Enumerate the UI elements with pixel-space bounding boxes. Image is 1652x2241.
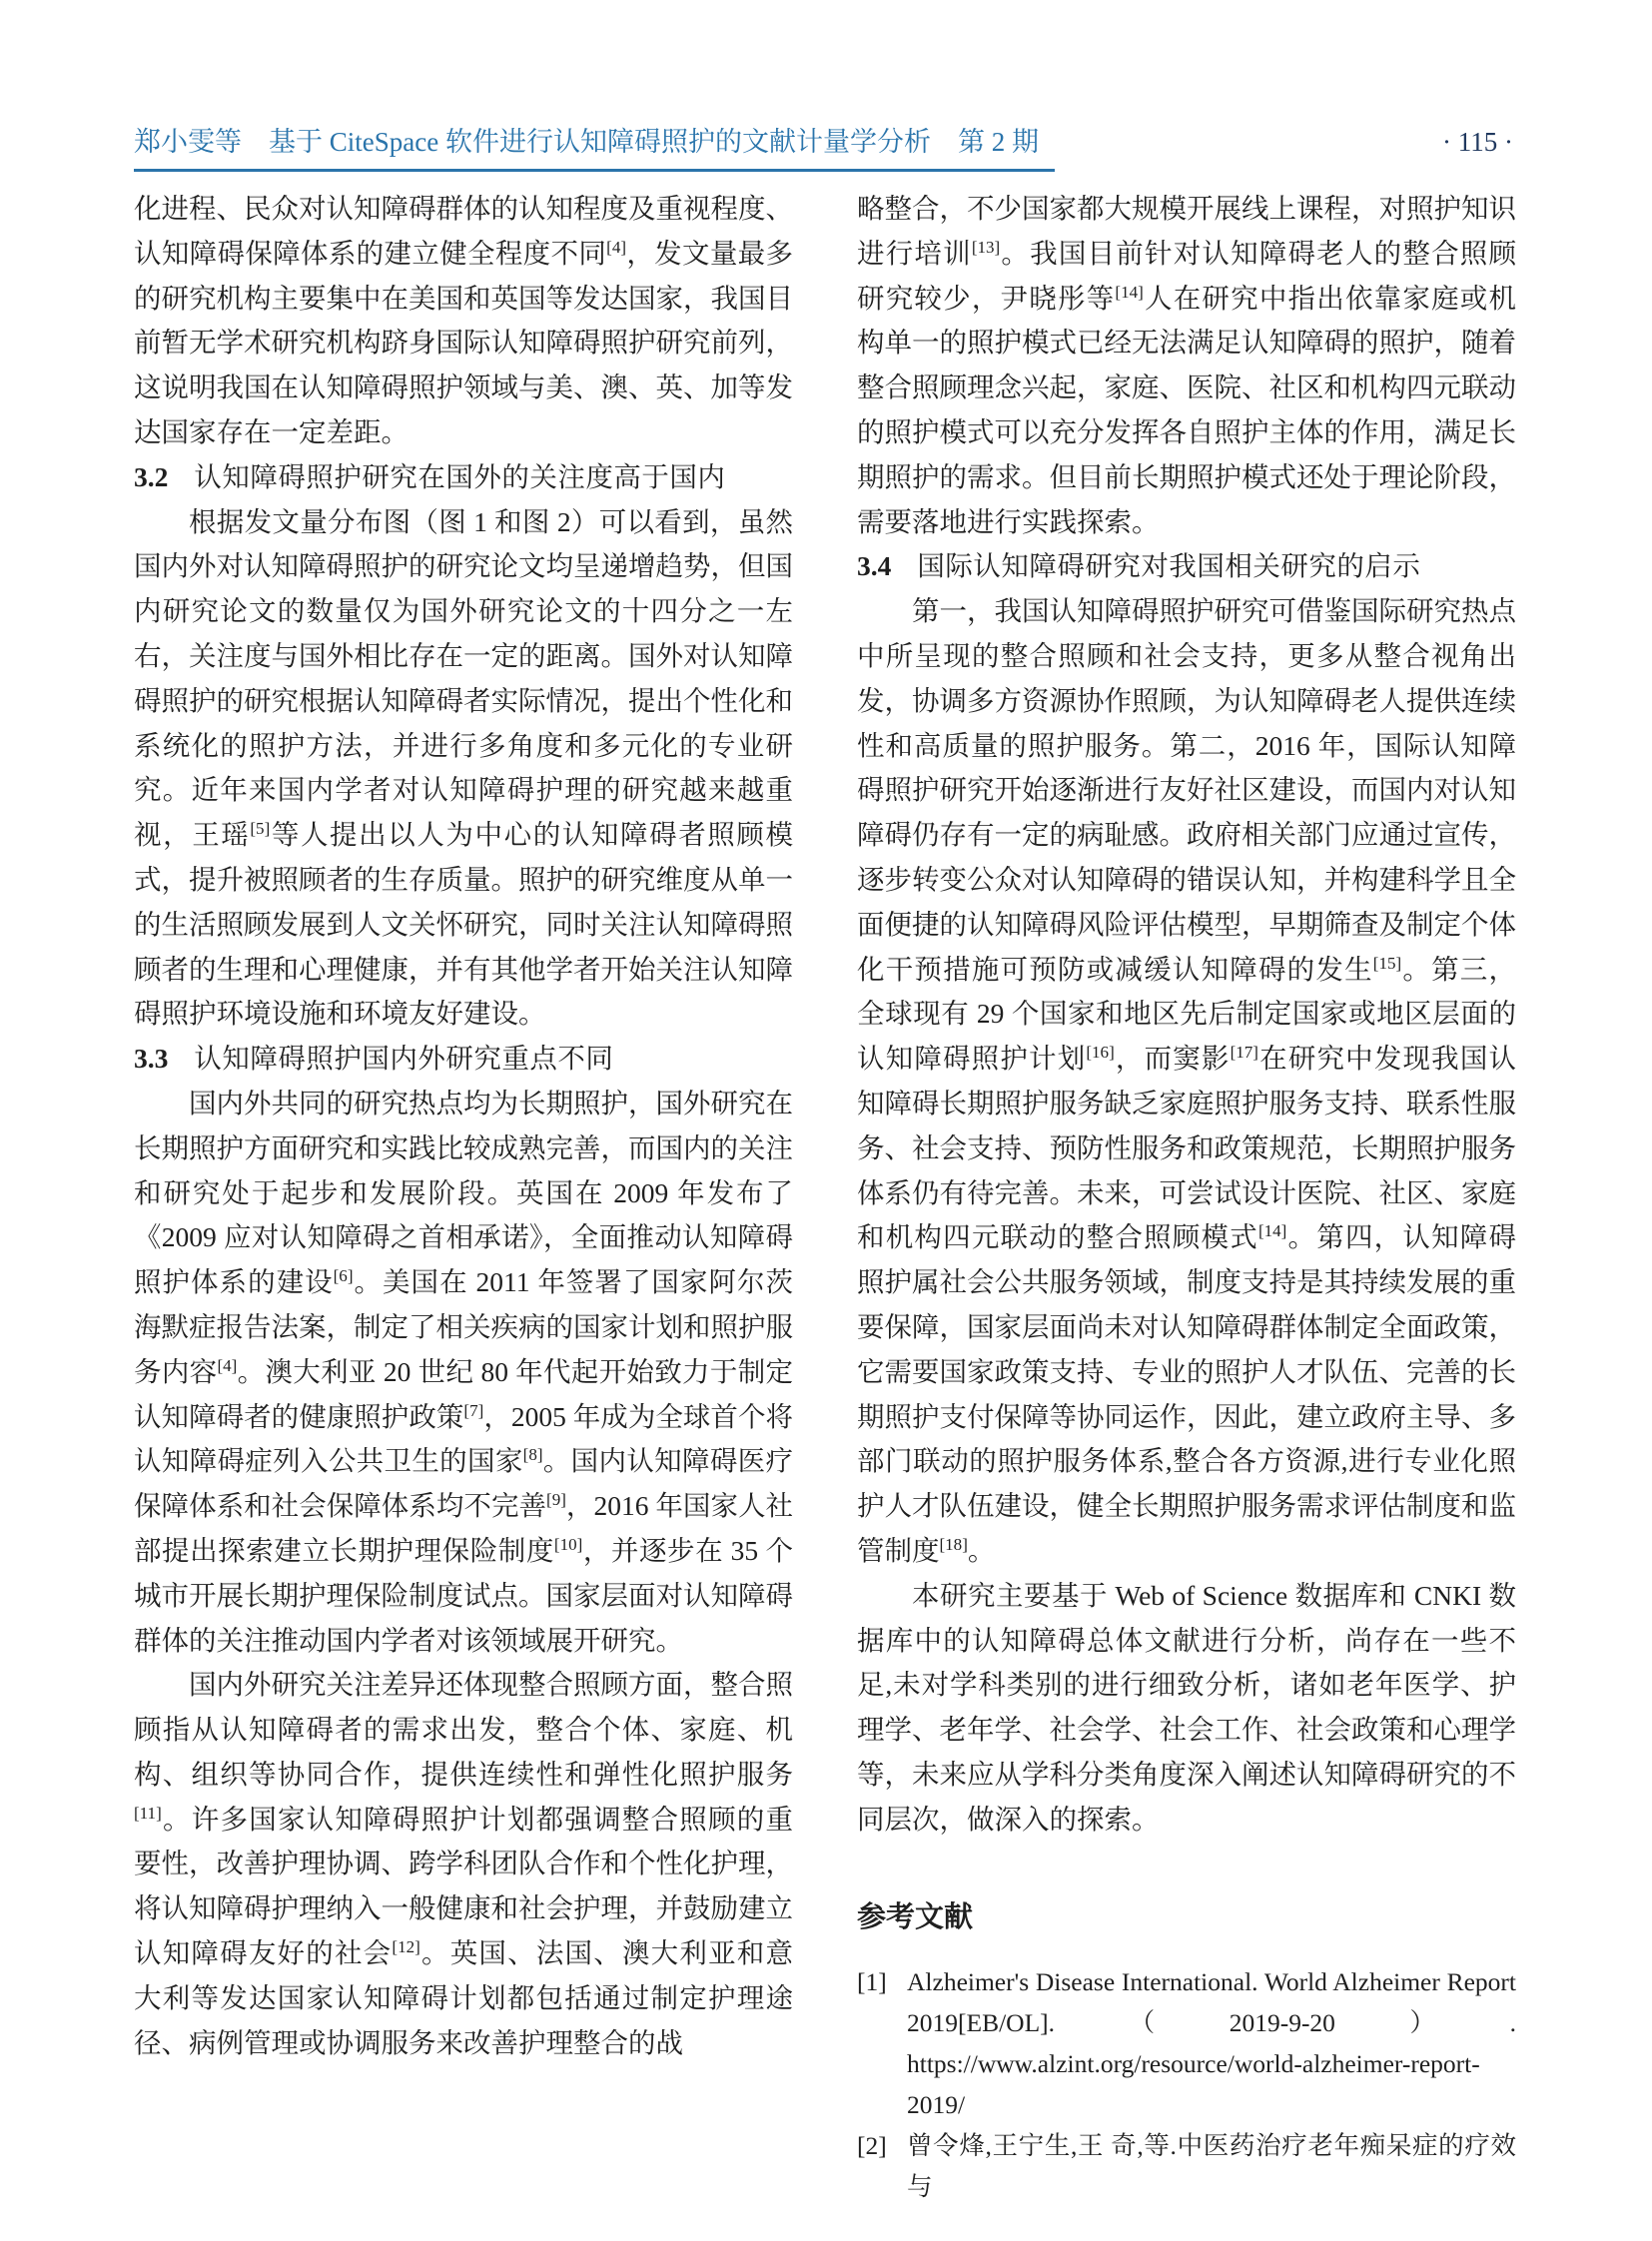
section-title: 认知障碍照护研究在国外的关注度高于国内 xyxy=(194,460,726,492)
running-header-title: 郑小雯等 基于 CiteSpace 软件进行认知障碍照护的文献计量学分析 第 2 期 xyxy=(134,126,1055,172)
paragraph: 第一，我国认知障碍照护研究可借鉴国际研究热点中所呈现的整合照顾和社会支持，更多从整合视角出发，协调多方资源协作照顾，为认知障碍老人提供连续性和高质量的照护服务。第二，2016 年，国际认知障碍照护研究开始逐渐进行友好社区建设，而国内对认知障碍仍存有一定的病耻感。政府相关部门应通过宣传，逐步转变公众对认知障碍的错误认知，并构建科学且全面便捷的认知障碍风险评估模型，早期筛查及制定个体化干预措施可预防或减缓认知障碍的发生[15]。第三，全球现有 29 个国家和地区先后制定国家或地区层面的认知障碍照护计划[16]，而窦影[17]在研究中发现我国认知障碍长期照护服务缺乏家庭照护服务支持、联系性服务、社会支持、预防性服务和政策规范，长期照护服务体系仍有待完善。未来，可尝试设计医院、社区、家庭和机构四元联动的整合照顾模式[14]。第四，认知障碍照护属社会公共服务领域，制度支持是其持续发展的重要保障，国家层面尚未对认知障碍群体制定全面政策，它需要国家政策支持、专业的照护人才队伍、完善的长期照护支付保障等协同运作，因此，建立政府主导、多部门联动的照护服务体系,整合各方资源,进行专业化照护人才队伍建设，健全长期照护服务需求评估制度和监管制度[18]。 xyxy=(857,595,1517,1566)
left-column xyxy=(134,187,793,2065)
section-heading-3-3 xyxy=(134,1037,793,1082)
section-title: 国际认知障碍研究对我国相关研究的启示 xyxy=(917,550,1421,582)
section-number: 3.2 xyxy=(134,460,169,492)
right-column xyxy=(857,187,1516,2207)
paragraph: 略整合，不少国家都大规模开展线上课程，对照护知识进行培训[13]。我国目前针对认知障碍老人的整合照顾研究较少，尹晓彤等[14]人在研究中指出依靠家庭或机构单一的照护模式已经无法满足认知障碍的照护，随着整合照顾理念兴起，家庭、医院、社区和机构四元联动的照护模式可以充分发挥各自照护主体的作用，满足长期照护的需求。但目前长期照护模式还处于理论阶段，需要落地进行实践探索。 xyxy=(857,193,1517,537)
running-header xyxy=(134,126,1513,172)
paragraph: 本研究主要基于 Web of Science 数据库和 CNKI 数据库中的认知障碍总体文献进行分析，尚存在一些不足,未对学科类别的进行细致分析，诸如老年医学、护理学、老年学、社会学、社会工作、社会政策和心理学等，未来应从学科分类角度深入阐述认知障碍研究的不同层次，做深入的探索。 xyxy=(857,1579,1516,1835)
paragraph: 化进程、民众对认知障碍群体的认知程度及重视程度、认知障碍保障体系的建立健全程度不同[4]，发文量最多的研究机构主要集中在美国和英国等发达国家，我国目前暂无学术研究机构跻身国际认知障碍照护研究前列，这说明我国在认知障碍照护领域与美、澳、英、加等发达国家存在一定差距。 xyxy=(134,193,794,447)
section-title: 认知障碍照护国内外研究重点不同 xyxy=(194,1043,614,1075)
reference-text: Alzheimer's Disease International. World Alzheimer Report 2019[EB/OL].（2019-9-20）. https://www.alzint.org/resource/world-alzheimer-report-2019/ xyxy=(907,1967,1516,2120)
section-number: 3.3 xyxy=(134,1043,169,1075)
section-heading-3-2 xyxy=(134,455,793,500)
page-number: · 115 · xyxy=(1442,127,1513,157)
reference-marker: [2] xyxy=(857,2131,887,2161)
section-number: 3.4 xyxy=(857,550,892,582)
reference-marker: [1] xyxy=(857,1967,887,1997)
reference-item xyxy=(857,1961,1516,2125)
paragraph: 国内外研究关注差异还体现整合照顾方面，整合照顾指从认知障碍者的需求出发，整合个体、家庭、机构、组织等协同合作，提供连续性和弹性化照护服务[11]。许多国家认知障碍照护计划都强调整合照顾的重要性，改善护理协调、跨学科团队合作和个性化护理，将认知障碍护理纳入一般健康和社会护理，并鼓励建立认知障碍友好的社会[12]。英国、法国、澳大利亚和意大利等发达国家认知障碍计划都包括通过制定护理途径、病例管理或协调服务来改善护理整合的战 xyxy=(134,1669,794,2058)
paragraph: 国内外共同的研究热点均为长期照护，国外研究在长期照护方面研究和实践比较成熟完善，而国内的关注和研究处于起步和发展阶段。英国在 2009 年发布了《2009 应对认知障碍之首相承诺》，全面推动认知障碍照护体系的建设[6]。美国在 2011 年签署了国家阿尔茨海默症报告法案，制定了相关疾病的国家计划和照护服务内容[4]。澳大利亚 20 世纪 80 年代起开始致力于制定认知障碍者的健康照护政策[7]，2005 年成为全球首个将认知障碍症列入公共卫生的国家[8]。国内认知障碍医疗保障体系和社会保障体系均不完善[9]，2016 年国家人社部提出探索建立长期护理保险制度[10]，并逐步在 35 个城市开展长期护理保险制度试点。国家层面对认知障碍群体的关注推动国内学者对该领域展开研究。 xyxy=(134,1087,794,1656)
reference-text: 曾令烽,王宁生,王 奇,等.中医药治疗老年痴呆症的疗效与 xyxy=(907,2131,1516,2202)
section-heading-3-4 xyxy=(857,544,1516,589)
paragraph: 根据发文量分布图（图 1 和图 2）可以看到，虽然国内外对认知障碍照护的研究论文均呈递增趋势，但国内研究论文的数量仅为国外研究论文的十四分之一左右，关注度与国外相比存在一定的距离。国外对认知障碍照护的研究根据认知障碍者实际情况，提出个性化和系统化的照护方法，并进行多角度和多元化的专业研究。近年来国内学者对认知障碍护理的研究越来越重视，王瑶[5]等人提出以人为中心的认知障碍者照顾模式，提升被照顾者的生存质量。照护的研究维度从单一的生活照顾发展到人文关怀研究，同时关注认知障碍照顾者的生理和心理健康，并有其他学者开始关注认知障碍照护环境设施和环境友好建设。 xyxy=(134,505,793,1030)
reference-item xyxy=(857,2125,1516,2207)
references-heading: 参考文献 xyxy=(857,1901,974,1934)
